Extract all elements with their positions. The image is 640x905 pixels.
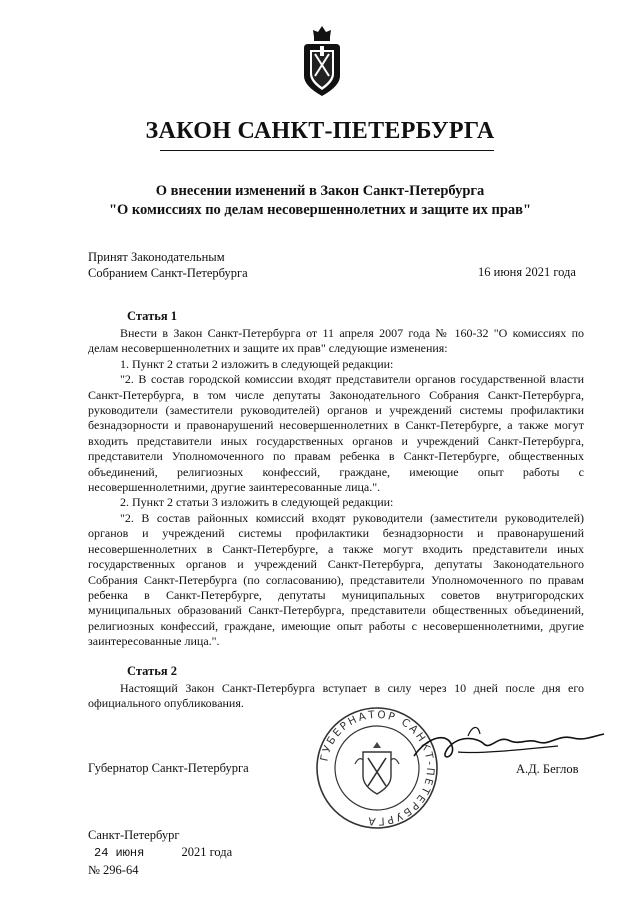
governor-title: Губернатор Санкт-Петербурга [88,761,249,775]
adoption-line-2: Собранием Санкт-Петербурга [88,266,248,280]
adoption-info [88,249,248,281]
article-1-item-1: 1. Пункт 2 статьи 2 изложить в следующей редакции: [120,356,394,371]
article-1-heading: Статья 1 [127,309,177,323]
article-1-body [88,326,584,650]
article-2-heading: Статья 2 [127,664,177,678]
signing-place-date [88,827,232,879]
signing-day: 24 [94,846,109,860]
subtitle-line-2: "О комиссиях по делам несовершеннолетних и защите их прав" [108,202,532,218]
signing-month: июня [115,846,145,860]
governor-name: А.Д. Беглов [516,762,579,776]
law-number: № 296-64 [88,863,139,877]
adoption-date: 16 июня 2021 года [478,265,576,279]
signing-city: Санкт-Петербург [88,828,180,842]
adoption-line-1: Принят Законодательным [88,250,225,264]
law-subtitle [0,182,640,220]
signing-date [88,844,232,862]
subtitle-line-1: О внесении изменений в Закон Санкт-Петербурга [155,183,485,199]
article-1-intro: Внести в Закон Санкт-Петербурга от 11 апреля 2007 года № 160-32 "О комиссиях по делам несовершеннолетних и защите их прав" следующие изменения: [88,326,584,356]
title-underline [160,150,494,151]
svg-text:ГУБЕРНАТОР САНКТ-ПЕТЕРБУРГА: ГУБЕРНАТОР САНКТ-ПЕТЕРБУРГА [318,708,437,828]
article-1-quote-2: "2. В состав районных комиссий входят руководители (заместители руководителей) органов и учреждений системы профилактики безнадзорности и правонарушений несовершеннолетних в Санкт-Петербурге, а также могут входить представители иных государственных органов и учреждений Санкт-Петербурга, депутаты Законодательного Собрания Санкт-Петербурга (по согласованию), представители Уполномоченного по правам ребенка в Санкт-Петербурге, депутаты муниципальных советов внутригородских муниципальных образований Санкт-Петербурга, представители общественных объединений, религиозных конфессий, граждане, имеющие опыт работы с несовершеннолетними, другие заинтересованные лица.". [88,510,584,649]
article-2-text: Настоящий Закон Санкт-Петербурга вступает в силу через 10 дней после дня его официального опубликования. [88,681,584,711]
coat-of-arms-emblem [298,24,346,98]
signing-year: 2021 года [181,845,233,859]
article-1-item-2: 2. Пункт 2 статьи 3 изложить в следующей редакции: [120,495,394,510]
article-1-quote-1: "2. В состав городской комиссии входят представители органов государственной власти Санкт-Петербурга, в том числе депутаты Законодательного Собрания Санкт-Петербурга, руководители (заместители руководителей) органов и учреждений системы профилактики безнадзорности и правонарушений несовершеннолетних в Санкт-Петербурге, а также могут входить представители иных государственных органов и учреждений Санкт-Петербурга, представители Уполномоченного по правам ребенка в Санкт-Петербурге, общественных объединений, религиозных конфессий, граждане, имеющие опыт работы с несовершеннолетними, другие заинтересованные лица.". [88,372,584,495]
law-title: ЗАКОН САНКТ-ПЕТЕРБУРГА [145,118,495,144]
